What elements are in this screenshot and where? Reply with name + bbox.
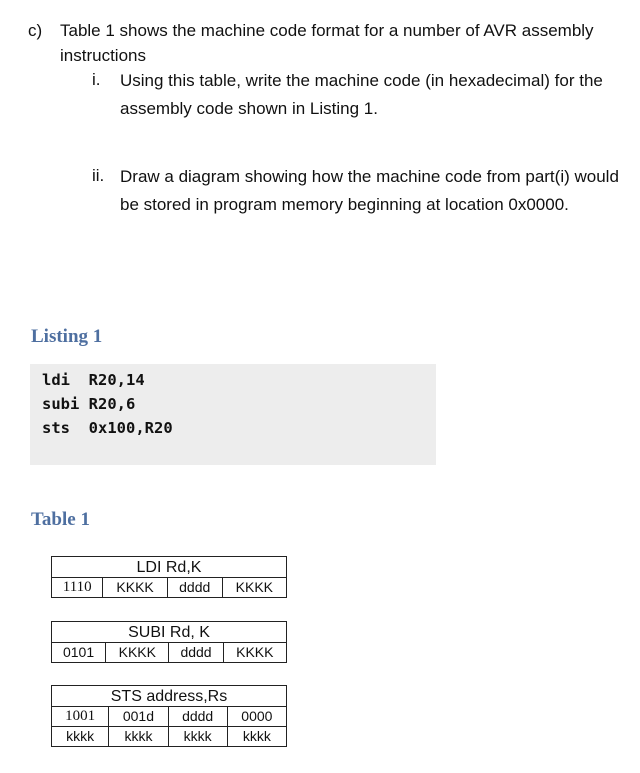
sts-cell: 1001 (52, 707, 109, 727)
sts-cell: 001d (109, 707, 168, 727)
sts-cell: kkkk (109, 727, 168, 747)
part-c-text: Table 1 shows the machine code format for a number of AVR assembly instructions (60, 21, 594, 65)
sts-cell: dddd (168, 707, 227, 727)
code-line-sts: sts 0x100,R20 (42, 419, 173, 437)
part-i-text: Using this table, write the machine code (in hexadecimal) for the assembly code shown in Listing 1. (120, 71, 603, 118)
ldi-title: LDI Rd,K (52, 557, 287, 578)
subi-title: SUBI Rd, K (52, 622, 287, 643)
sts-format-table (51, 685, 287, 747)
ldi-cell: dddd (167, 578, 222, 598)
subi-cell: 0101 (52, 643, 106, 663)
sts-cell: kkkk (227, 727, 286, 747)
table-caption: Table 1 (31, 509, 90, 530)
ldi-cell: KKKK (103, 578, 167, 598)
part-ii-label: ii. (92, 166, 105, 185)
subi-cell: KKKK (106, 643, 169, 663)
ldi-cell: 1110 (52, 578, 103, 598)
ldi-cell: KKKK (222, 578, 286, 598)
part-ii-text: Draw a diagram showing how the machine code from part(i) would be stored in program memory beginning at location 0x0000. (120, 167, 619, 214)
subi-cell: KKKK (223, 643, 286, 663)
ldi-format-table (51, 556, 287, 598)
sts-cell: kkkk (168, 727, 227, 747)
subi-cell: dddd (169, 643, 223, 663)
sts-title: STS address,Rs (52, 686, 287, 707)
listing-caption: Listing 1 (31, 326, 103, 347)
code-line-ldi: ldi R20,14 (42, 371, 145, 389)
subi-format-table (51, 621, 287, 663)
part-i-label: i. (92, 70, 101, 89)
part-c-label: c) (28, 21, 43, 40)
sts-cell: kkkk (52, 727, 109, 747)
code-line-subi: subi R20,6 (42, 395, 136, 413)
sts-cell: 0000 (227, 707, 286, 727)
code-listing (30, 364, 436, 465)
